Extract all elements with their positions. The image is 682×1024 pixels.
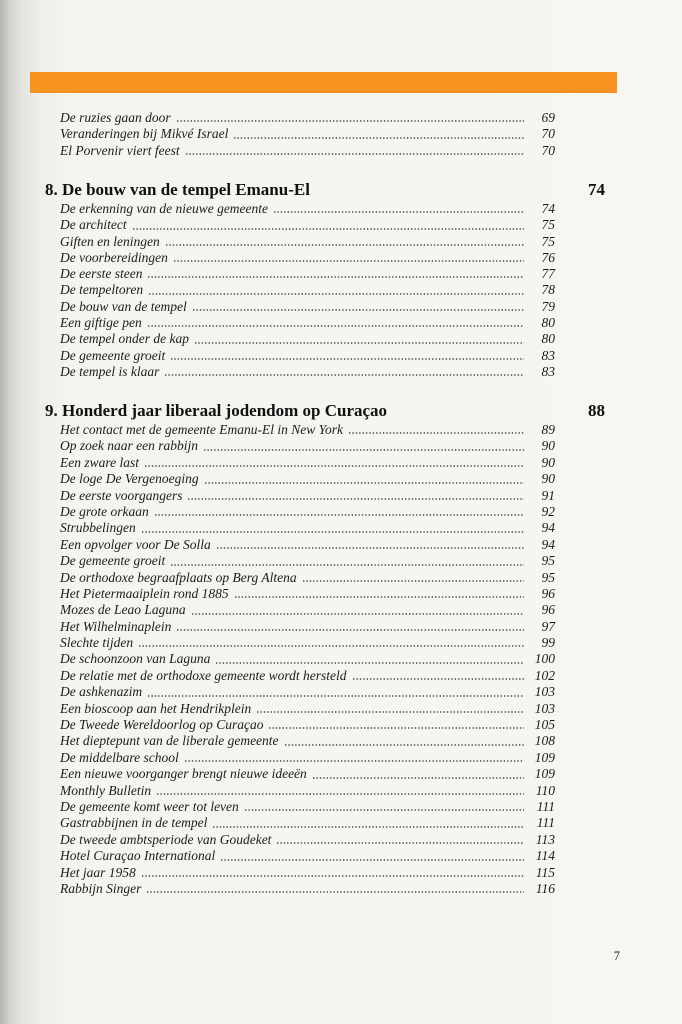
toc-entry-title: Een bioscoop aan het Hendrikplein [60,700,252,716]
dot-leader [148,293,524,295]
dot-leader [212,826,524,828]
toc-entry [60,537,555,553]
toc-entry [60,553,555,569]
toc-entry [60,717,555,733]
dot-leader [273,211,524,213]
toc-entry [60,684,555,700]
toc-entry-title: Het Pietermaaiplein rond 1885 [60,585,229,601]
toc-entry-page: 70 [541,126,555,142]
toc-entry [60,865,555,881]
toc-entry-page: 70 [541,142,555,158]
dot-leader [284,744,524,746]
toc-entry-page: 79 [541,298,555,314]
toc-entry-page: 94 [541,520,555,536]
dot-leader [147,325,524,327]
dot-leader [276,842,524,844]
toc-entry [60,651,555,667]
chapter-page-number: 74 [588,180,605,199]
toc-entry-title: De ruzies gaan door [60,110,171,125]
toc-entry [60,701,555,717]
toc-entry-page: 91 [541,487,555,503]
toc-entry [60,832,555,848]
toc-entry-page: 95 [541,553,555,569]
dot-leader [256,711,524,713]
dot-leader [170,358,524,360]
dot-leader [156,793,524,795]
orange-header-bar [30,72,617,93]
dot-leader [173,260,524,262]
toc-entry-page: 111 [536,815,555,831]
chapter-title: 8. De bouw van de tempel Emanu-El [45,180,310,199]
toc-entry-page: 102 [534,667,555,683]
toc-entry-page: 83 [541,363,555,379]
toc-entry-title: De grote orkaan [60,503,149,519]
toc-entry-title: Rabbijn Singer [60,880,142,896]
dot-leader [302,580,524,582]
toc-entry-page: 99 [541,635,555,651]
toc-entry [60,504,555,520]
toc-continued-list [60,110,555,159]
toc-entry-title: De tempel onder de kap [60,331,189,347]
toc-entry [60,315,555,331]
toc-entry-title: Het jaar 1958 [60,864,136,880]
toc-entry-page: 108 [534,733,555,749]
toc-entry-title: De gemeente groeit [60,347,166,363]
dot-leader [141,875,524,877]
toc-entry-title: De gemeente komt weer tot leven [60,798,239,814]
toc-entry-page: 75 [541,217,555,233]
toc-entry-page: 109 [534,766,555,782]
dot-leader [132,228,524,230]
dot-leader [192,309,524,311]
dot-leader [146,891,524,893]
toc-entry [60,422,555,438]
toc-entry [60,602,555,618]
toc-entry-title: De middelbare school [60,749,179,765]
toc-entry-title: De relatie met de orthodoxe gemeente wordt hersteld [60,667,347,683]
toc-entry-title: Het contact met de gemeente Emanu-El in New York [60,421,343,437]
toc-entry [60,331,555,347]
toc-entry-title: Een zware last [60,454,139,470]
toc-entry-title: Monthly Bulletin [60,782,152,798]
toc-entry-page: 111 [536,798,555,814]
dot-leader [164,374,524,376]
chapter-entry-list [60,422,555,897]
toc-entry-title: El Porvenir viert feest [60,142,180,158]
dot-leader [144,465,524,467]
toc-entry-title: De bouw van de tempel [60,298,187,314]
toc-entry-page: 103 [534,700,555,716]
toc-entry [60,766,555,782]
toc-entry-page: 96 [541,585,555,601]
toc-entry-page: 92 [541,503,555,519]
toc-entry [60,733,555,749]
toc-entry-title: De Tweede Wereldoorlog op Curaçao [60,717,264,733]
chapter-entry-list [60,201,555,380]
toc-entry-title: Strubbelingen [60,520,136,536]
toc-entry-title: De ashkenazim [60,684,143,700]
dot-leader [176,120,524,122]
toc-entry [60,488,555,504]
toc-entry [60,438,555,454]
toc-entry-page: 90 [541,438,555,454]
dot-leader [170,564,524,566]
toc-entry [60,881,555,897]
toc-entry [60,635,555,651]
toc-entry [60,848,555,864]
toc-entry-page: 75 [541,233,555,249]
toc-entry [60,250,555,266]
dot-leader [234,596,524,598]
toc-entry-page: 96 [541,602,555,618]
toc-entry-page: 115 [535,864,555,880]
toc-entry [60,668,555,684]
dot-leader [147,276,524,278]
dot-leader [191,613,524,615]
toc-entry-page: 76 [541,249,555,265]
toc-entry-page: 100 [534,651,555,667]
toc-entry [60,455,555,471]
dot-leader [147,695,524,697]
toc-entry-page: 116 [535,880,555,896]
toc-entry-page: 113 [535,831,555,847]
toc-entry-title: Een nieuwe voorganger brengt nieuwe ideeën [60,766,307,782]
page-number: 7 [613,949,620,963]
toc-entry-title: Een opvolger voor De Solla [60,536,211,552]
toc-entry [60,783,555,799]
toc-entry [60,619,555,635]
toc-entry [60,217,555,233]
toc-entry-page: 83 [541,347,555,363]
dot-leader [185,153,524,155]
toc-entry-page: 78 [541,282,555,298]
chapter-title: 9. Honderd jaar liberaal jodendom op Curaçao [45,401,388,420]
chapter-page-number: 88 [588,401,605,420]
toc-entry [60,143,555,159]
dot-leader [244,809,524,811]
dot-leader [352,678,524,680]
toc-entry-title: De eerste voorgangers [60,487,183,503]
toc-entry-title: Het Wilhelminaplein [60,618,172,634]
toc-entry-title: Hotel Curaçao International [60,848,216,864]
toc-entry-title: Een giftige pen [60,315,142,331]
toc-entry-title: De gemeente groeit [60,553,166,569]
toc-entry-title: Veranderingen bij Mikvé Israel [60,126,229,142]
toc-entry-page: 89 [541,421,555,437]
chapter-heading [45,401,605,421]
dot-leader [187,498,524,500]
toc-entry-title: De tempeltoren [60,282,144,298]
toc-entry [60,799,555,815]
toc-entry-title: Gastrabbijnen in de tempel [60,815,208,831]
toc-entry-page: 103 [534,684,555,700]
dot-leader [312,777,524,779]
toc-entry-title: De eerste steen [60,266,143,282]
dot-leader [138,645,524,647]
dot-leader [348,432,524,434]
toc-entry-title: De schoonzoon van Laguna [60,651,211,667]
toc-entry [60,126,555,142]
toc-entry [60,110,555,126]
toc-entry-page: 97 [541,618,555,634]
toc-entry [60,299,555,315]
toc-entry [60,282,555,298]
toc-entry [60,266,555,282]
toc-entry-title: Mozes de Leao Laguna [60,602,186,618]
dot-leader [204,482,524,484]
toc-entry-page: 90 [541,471,555,487]
toc-entry-title: De tweede ambtsperiode van Goudeket [60,831,272,847]
dot-leader [215,662,524,664]
toc-entry [60,348,555,364]
toc-entry-page: 114 [535,848,555,864]
toc-entry-page: 80 [541,315,555,331]
chapter-heading [45,180,605,200]
toc-entry-title: Op zoek naar een rabbijn [60,438,198,454]
toc-entry [60,201,555,217]
dot-leader [154,514,524,516]
toc-entry-title: De erkenning van de nieuwe gemeente [60,201,269,216]
toc-entry-page: 95 [541,569,555,585]
toc-entry [60,520,555,536]
toc-entry [60,570,555,586]
dot-leader [203,449,524,451]
toc-entry-page: 80 [541,331,555,347]
dot-leader [165,244,524,246]
toc-entry [60,586,555,602]
toc-entry [60,364,555,380]
toc-entry-page: 77 [541,266,555,282]
dot-leader [268,727,524,729]
dot-leader [176,629,524,631]
toc-entry-page: 94 [541,536,555,552]
toc-entry-page: 74 [541,201,555,216]
dot-leader [220,859,524,861]
toc-entry-title: De voorbereidingen [60,249,168,265]
toc-entry [60,815,555,831]
toc-entry [60,750,555,766]
toc-entry-title: Het dieptepunt van de liberale gemeente [60,733,279,749]
toc-entry-page: 105 [534,717,555,733]
dot-leader [216,547,524,549]
toc-entry [60,234,555,250]
dot-leader [141,531,524,533]
toc-entry-page: 109 [534,749,555,765]
dot-leader [194,342,524,344]
toc-entry-title: Slechte tijden [60,635,134,651]
toc-entry-page: 90 [541,454,555,470]
toc-entry-page: 110 [535,782,555,798]
toc-entry-title: De loge De Vergenoeging [60,471,199,487]
toc-entry-title: Giften en leningen [60,233,160,249]
toc-entry-title: De orthodoxe begraafplaats op Berg Altena [60,569,297,585]
toc-entry-title: De tempel is klaar [60,363,160,379]
dot-leader [184,760,524,762]
toc-entry-title: De architect [60,217,127,233]
toc-entry [60,471,555,487]
toc-entry-page: 69 [541,110,555,125]
dot-leader [233,137,524,139]
